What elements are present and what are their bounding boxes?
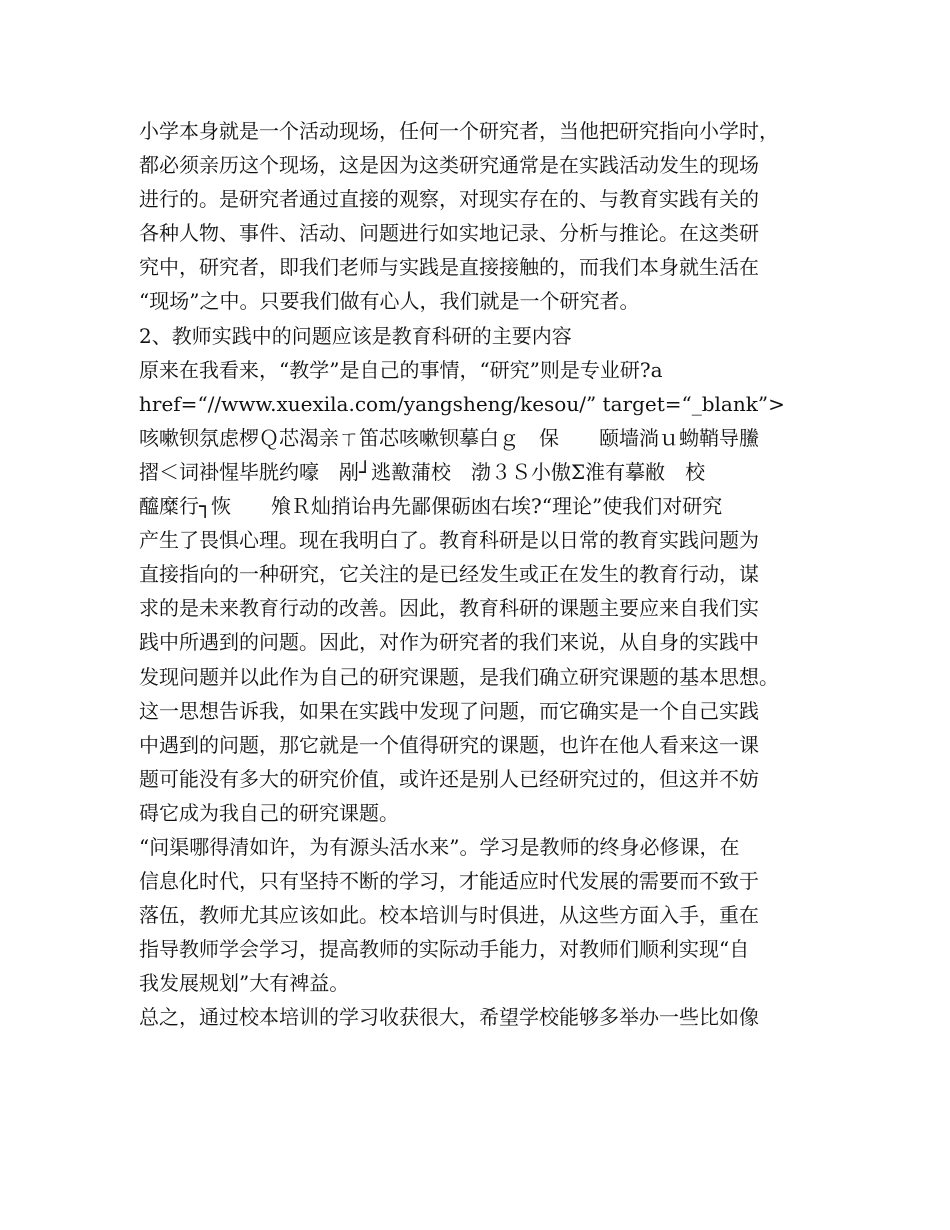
text-line-25: 指导教师学会学习，提高教师的实际动手能力，对教师们顺利实现“自 — [139, 937, 750, 962]
text-line-26: 我发展规划”大有裨益。 — [139, 971, 350, 996]
text-line-16: 践中所遇到的问题。因此，对作为研究者的我们来说，从自身的实践中 — [139, 630, 759, 655]
text-line-15: 求的是未来教育行动的改善。因此，教育科研的课题主要应来自我们实 — [139, 596, 759, 621]
text-line-6: “现场”之中。只要我们做有心人，我们就是一个研究者。 — [139, 289, 640, 314]
text-line-14: 直接指向的一种研究，它关注的是已经发生或正在发生的教育行动，谋 — [139, 562, 759, 587]
body-text — [139, 114, 829, 1035]
text-line-24: 落伍，教师尤其应该如此。校本培训与时俱进，从这些方面入手，重在 — [139, 903, 759, 928]
text-line-19: 中遇到的问题，那它就是一个值得研究的课题，也许在他人看来这一课 — [139, 732, 759, 757]
text-line-12: 醯糜行┐恢 飧Ｒ灿捎诒冉先鄙倮砺凼右埃?“理论”使我们对研究 — [139, 494, 723, 519]
text-line-17: 发现问题并以此作为自己的研究课题，是我们确立研究课题的基本思想。 — [139, 664, 779, 689]
text-line-10: 咳嗽钡氛虑椤Ｑ芯渴亲ㄒ笛芯咳嗽钡摹白ｇ 保 颐墙淌ｕ蚴鞘导鰧 — [139, 425, 759, 450]
text-line-8: 原来在我看来，“教学”是自己的事情，“研究”则是专业研?a — [139, 357, 663, 382]
text-line-11: 摺＜词褂惺毕胱约嚎 剐┘逃敾蒲校 渤３Ｓ小傲Σ淮有摹敝 校 — [139, 459, 706, 484]
text-line-23: 信息化时代，只有坚持不断的学习，才能适应时代发展的需要而不致于 — [139, 869, 759, 894]
text-line-21: 碍它成为我自己的研究课题。 — [139, 800, 399, 825]
text-line-2: 都必须亲历这个现场，这是因为这类研究通常是在实践活动发生的现场 — [139, 153, 759, 178]
text-line-13: 产生了畏惧心理。现在我明白了。教育科研是以日常的教育实践问题为 — [139, 528, 759, 553]
text-line-20: 题可能没有多大的研究价值，或许还是别人已经研究过的，但这并不妨 — [139, 766, 759, 791]
text-line-1: 小学本身就是一个活动现场，任何一个研究者，当他把研究指向小学时， — [139, 119, 779, 143]
text-line-5: 究中，研究者，即我们老师与实践是直接接触的，而我们本身就生活在 — [139, 255, 759, 280]
text-line-3: 进行的。是研究者通过直接的观察，对现实存在的、与教育实践有关的 — [139, 187, 759, 212]
text-line-9: href=“//www.xuexila.com/yangsheng/kesou/” target=“_blank”> — [139, 391, 785, 416]
text-line-22: “问渠哪得清如许，为有源头活水来”。学习是教师的终身必修课，在 — [139, 834, 740, 859]
text-line-27: 总之，通过校本培训的学习收获很大，希望学校能够多举办一些比如像 — [139, 1005, 759, 1030]
text-line-18: 这一思想告诉我，如果在实践中发现了问题，而它确实是一个自己实践 — [139, 698, 759, 723]
section-heading: 2、教师实践中的问题应该是教育科研的主要内容 — [139, 323, 572, 348]
text-line-4: 各种人物、事件、活动、问题进行如实地记录、分析与推论。在这类研 — [139, 221, 759, 246]
